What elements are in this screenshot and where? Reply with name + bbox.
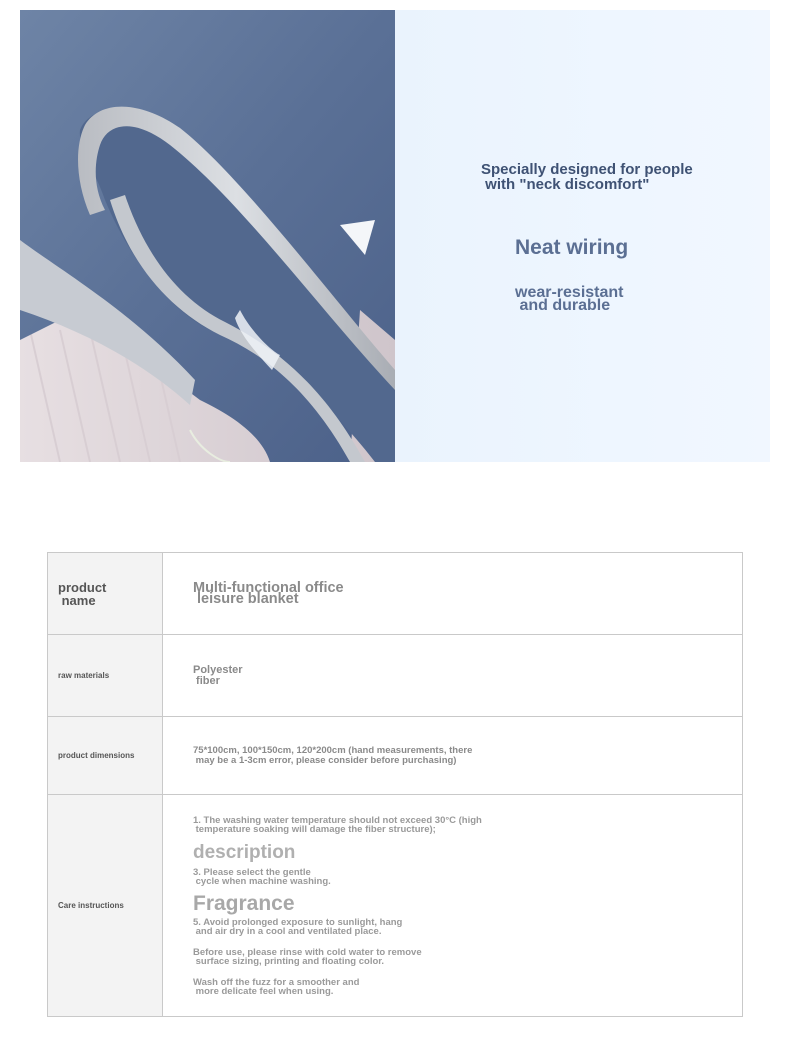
feature-panel — [395, 10, 770, 462]
care-heading-fragrance: Fragrance — [193, 891, 295, 915]
label-product-name: product name — [48, 553, 163, 635]
care-line-5: 5. Avoid prolonged exposure to sunlight, hang and air dry in a cool and ventilated place. — [193, 916, 403, 937]
label-care-instructions: Care instructions — [48, 795, 163, 1017]
value-raw-materials: Polyester fiber — [163, 635, 743, 717]
tagline: Specially designed for people with "neck discomfort" — [481, 161, 693, 193]
value-product-name: Multi-functional office leisure blanket — [163, 553, 743, 635]
care-line-1: 1. The washing water temperature should not exceed 30°C (high temperature soaking will damage the fiber structure); — [193, 814, 482, 835]
feature-title: Neat wiring — [515, 236, 629, 259]
feature-subtitle: wear-resistant and durable — [515, 284, 624, 314]
table-row-product-name — [48, 553, 743, 635]
product-banner — [20, 10, 770, 462]
spec-table — [47, 552, 743, 1017]
table-row-raw-materials — [48, 635, 743, 717]
table-row-care-instructions — [48, 795, 743, 1017]
care-heading-description: description — [193, 841, 296, 863]
value-product-dimensions: 75*100cm, 100*150cm, 120*200cm (hand measurements, there may be a 1-3cm error, please consider before purchasing) — [163, 717, 743, 795]
blanket-photo — [20, 10, 395, 462]
care-line-6: Before use, please rinse with cold water to remove surface sizing, printing and floating color. — [193, 946, 422, 967]
care-line-3: 3. Please select the gentle cycle when machine washing. — [193, 866, 331, 887]
care-line-7: Wash off the fuzz for a smoother and more delicate feel when using. — [193, 976, 360, 997]
label-raw-materials: raw materials — [48, 635, 163, 717]
label-product-dimensions: product dimensions — [48, 717, 163, 795]
value-care-instructions — [163, 795, 743, 1017]
table-row-product-dimensions — [48, 717, 743, 795]
